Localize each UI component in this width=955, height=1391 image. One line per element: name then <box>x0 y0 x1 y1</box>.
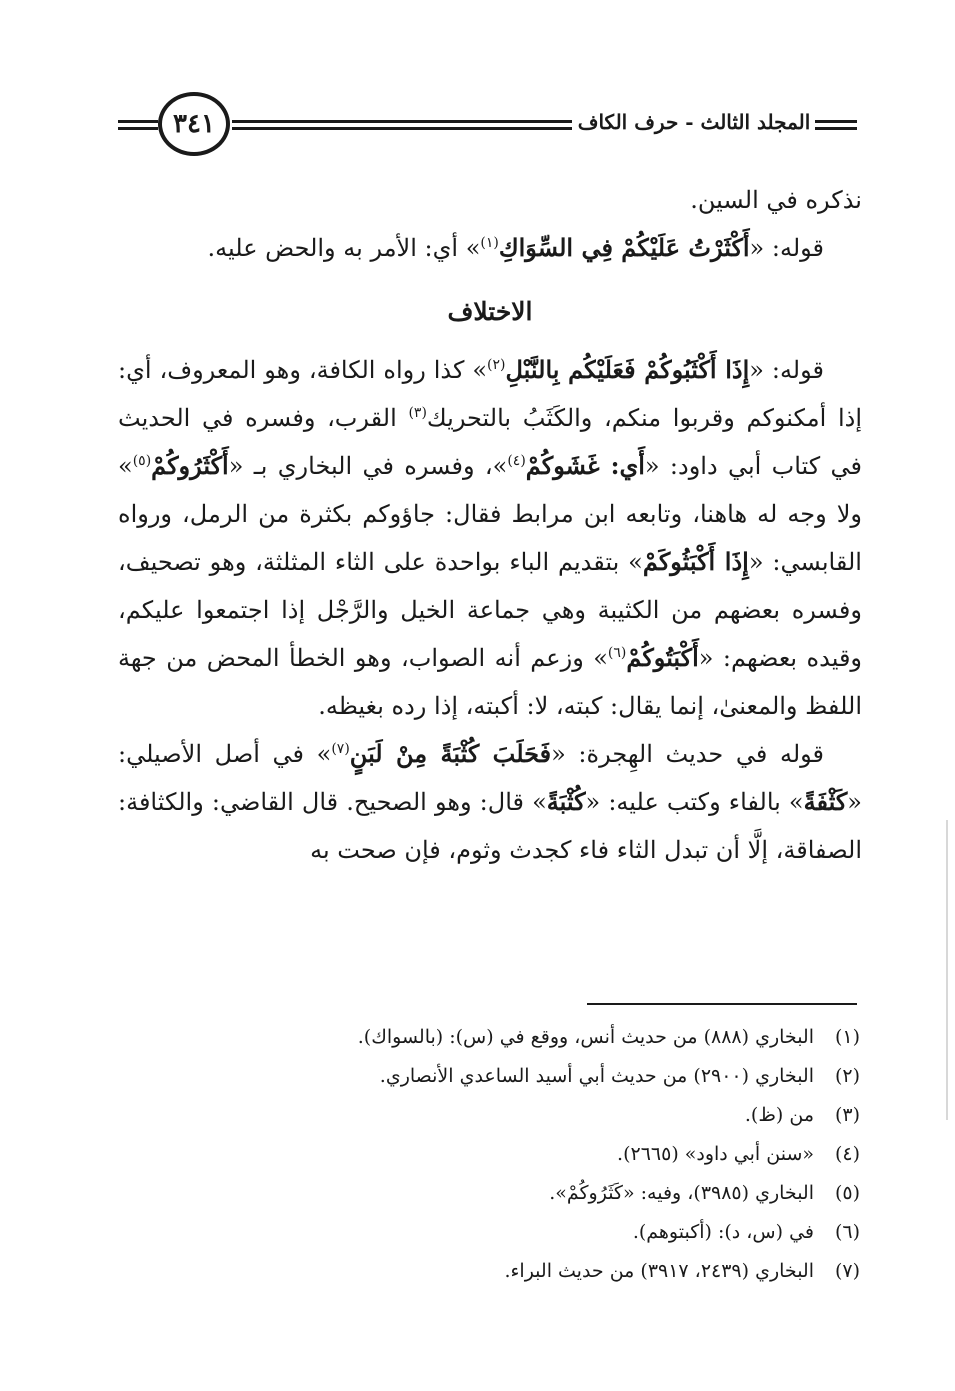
footnote-number: (٧) <box>834 1260 860 1282</box>
hadith-quote: كَثْفَةً <box>803 787 848 816</box>
footnote <box>118 1213 860 1252</box>
paragraph-2 <box>118 346 862 730</box>
footnote <box>118 1096 860 1135</box>
footnote-number: (٤) <box>834 1143 860 1165</box>
page-number-badge <box>158 92 230 156</box>
text-run: » بتقديم الباء بواحدة على الثاء المثلثة، وهو تصحيف، وفسره بعضهم من الكثيبة وهي جماعة الخيل والرَّجْل إذا اجتمعوا عليكم، وقيده بعضهم: « <box>118 548 863 672</box>
footnote-ref: (١) <box>480 235 499 251</box>
footnote-text: من (ظ). <box>744 1104 814 1126</box>
footnotes <box>118 1018 860 1291</box>
footnote-ref: (٦) <box>607 645 627 661</box>
paragraph-1 <box>118 224 862 272</box>
footnote-number: (٣) <box>834 1104 860 1126</box>
footnote-number: (١) <box>834 1026 860 1048</box>
text-run: » بالفاء وكتب عليه: « <box>585 788 804 816</box>
text-run: » ولا وجه له هاهنا، وتابعه ابن مرابط فقال: جاؤوكم بكثرة من الرمل، ورواه القابسي: « <box>118 452 862 576</box>
footnote <box>118 1018 860 1057</box>
main-text <box>118 176 862 874</box>
footnote-text: البخاري (٨٨٨) من حديث أنس، ووقع في (س): (بالسواك). <box>357 1026 814 1048</box>
header-rule-left <box>118 120 158 130</box>
text-run: » كذا رواه الكافة، وهو المعروف، أي: إذا أمكنوكم وقربوا منكم، والكَثَبُ بالتحريك <box>118 356 862 432</box>
text-run: »، وفسره في البخاري بـ « <box>228 452 508 480</box>
footnote-ref: (٤) <box>507 453 526 469</box>
text-run: قوله: « <box>749 356 824 384</box>
header-rule-right <box>815 120 857 130</box>
text-run: قوله في حديث الهِجرة: « <box>551 740 825 768</box>
text-run: القرب، وفسره في الحديث في كتاب أبي داود: « <box>118 404 862 480</box>
footnote-ref: (٢) <box>487 357 506 373</box>
text-run: قوله: « <box>749 234 824 262</box>
footnote <box>118 1174 860 1213</box>
footnote-ref: (٥) <box>132 453 152 469</box>
footnote-text: البخاري (٢٤٣٩، ٣٩١٧) من حديث البراء. <box>504 1260 814 1282</box>
footnote <box>118 1135 860 1174</box>
header-rule-middle <box>232 120 572 130</box>
footnote-text: في (س، د): (أكبتوهم). <box>632 1221 814 1243</box>
hadith-quote: أَكْبَتُوكُمْ <box>626 643 699 672</box>
footnote <box>118 1252 860 1291</box>
hadith-quote: إِذَا أَكْثَبُوكُمْ فَعَلَيْكُم بِالنَّبْلِ <box>505 355 750 384</box>
footnote <box>118 1057 860 1096</box>
text-run: » في أصل الأصيلي: « <box>118 740 862 816</box>
paragraph-3 <box>118 730 862 874</box>
hadith-quote: فَحَلَبَ كُثْبَةً مِنْ لَبَنٍ <box>349 739 552 768</box>
running-head: المجلد الثالث - حرف الكاف <box>577 110 811 134</box>
section-heading: الاختلاف <box>447 297 533 326</box>
hadith-quote: أَكْثَرُوكُمْ <box>151 451 229 480</box>
continuation-line: نذكره في السين. <box>690 186 862 214</box>
footnote-ref: (٣) <box>408 405 427 421</box>
footnote-separator <box>587 1003 857 1005</box>
footnote-number: (٦) <box>834 1221 860 1243</box>
footnote-text: البخاري (٣٩٨٥)، وفيه: «كَثَرُوكُمْ». <box>549 1182 814 1204</box>
page-number: ٣٤١ <box>173 109 215 139</box>
footnote-text: البخاري (٢٩٠٠) من حديث أبي أسيد الساعدي الأنصاري. <box>379 1065 814 1087</box>
hadith-quote: أَكْثَرْتُ عَلَيْكُمْ فِي السِّوَاكِ <box>498 233 750 262</box>
scan-edge-shadow <box>946 820 948 1120</box>
footnote-ref: (٧) <box>331 741 350 757</box>
text-run: » وزعم أنه الصواب، وهو الخطأ المحض من جهة اللفظ والمعنىٰ، إنما يقال: كبته، لا: أكبته، إذا رده بغيظه. <box>118 644 862 720</box>
text-run: » أي: الأمر به والحض عليه. <box>207 234 481 262</box>
hadith-quote: إِذَا أَكْبَثُوكَمْ <box>642 547 749 576</box>
footnote-number: (٥) <box>834 1182 860 1204</box>
footnote-number: (٢) <box>834 1065 860 1087</box>
text-run: » قال: وهو الصحيح. قال القاضي: والكثافة: الصفاقة، إلَّا أن تبدل الثاء فاء كجدث وثوم، فإن صحت به <box>118 788 862 864</box>
hadith-quote: كُثْبَةً <box>546 787 586 816</box>
hadith-quote: أَي: غَشَوكُمْ <box>525 451 645 480</box>
footnote-text: «سنن أبي داود» (٢٦٦٥). <box>617 1143 814 1165</box>
